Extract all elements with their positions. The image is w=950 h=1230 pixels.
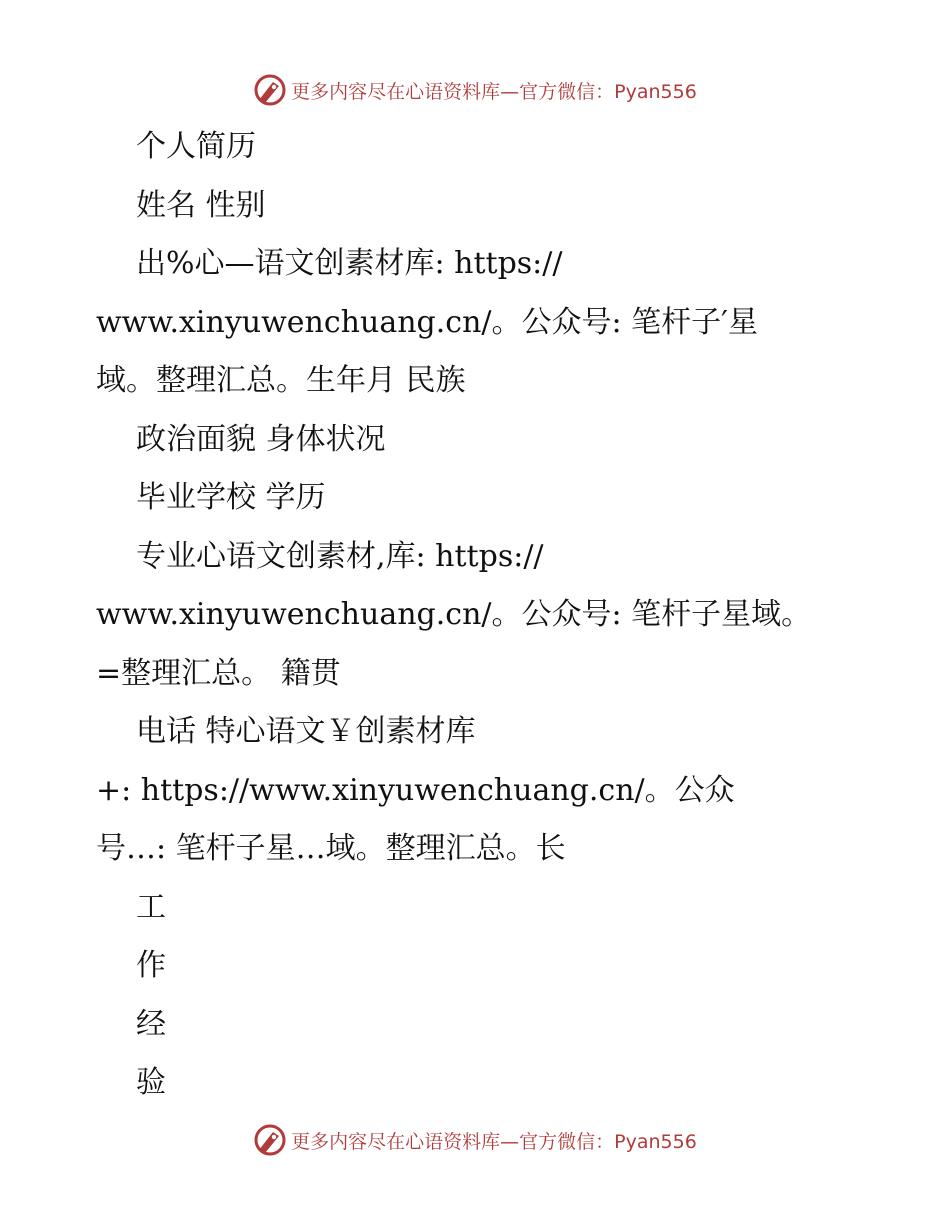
- footer-watermark-banner: [0, 1120, 950, 1160]
- doc-line-11: 电话 特心语文￥创素材库: [136, 714, 476, 749]
- doc-line-12: +: https://www.xinyuwenchuang.cn/。公众: [96, 772, 735, 808]
- doc-line-16: 经: [136, 1006, 166, 1042]
- pen-nib-icon: [253, 73, 287, 107]
- doc-line-1: 个人简历: [136, 129, 256, 164]
- doc-line-13: 号…: 笔杆子星…域。整理汇总。长: [96, 831, 566, 866]
- doc-line-7: 毕业学校 学历: [136, 480, 326, 515]
- doc-line-15: 作: [136, 948, 166, 983]
- doc-line-8: 专业心语文创素材,库: https://: [136, 538, 544, 574]
- resume-document-body: [96, 118, 916, 1113]
- doc-line-2: 姓名 性别: [136, 187, 266, 223]
- doc-line-3: 出%心—语文创素材库: https://: [136, 246, 563, 281]
- doc-line-6: 政治面貌 身体状况: [136, 421, 386, 457]
- doc-line-9: www.xinyuwenchuang.cn/。公众号: 笔杆子星域。: [96, 597, 812, 632]
- header-watermark-banner: [0, 70, 950, 110]
- pen-nib-icon: [253, 1123, 287, 1157]
- doc-line-5: 域。整理汇总。生年月 民族: [96, 363, 466, 398]
- footer-watermark-text: 更多内容尽在心语资料库—官方微信：Pyan556: [291, 1130, 697, 1153]
- doc-line-10: =整理汇总。 籍贯: [96, 655, 341, 691]
- doc-line-4: www.xinyuwenchuang.cn/。公众号: 笔杆子′星: [96, 304, 758, 340]
- doc-line-17: 验: [136, 1065, 166, 1100]
- header-watermark-text: 更多内容尽在心语资料库—官方微信：Pyan556: [291, 80, 697, 103]
- doc-line-14: 工: [136, 889, 166, 925]
